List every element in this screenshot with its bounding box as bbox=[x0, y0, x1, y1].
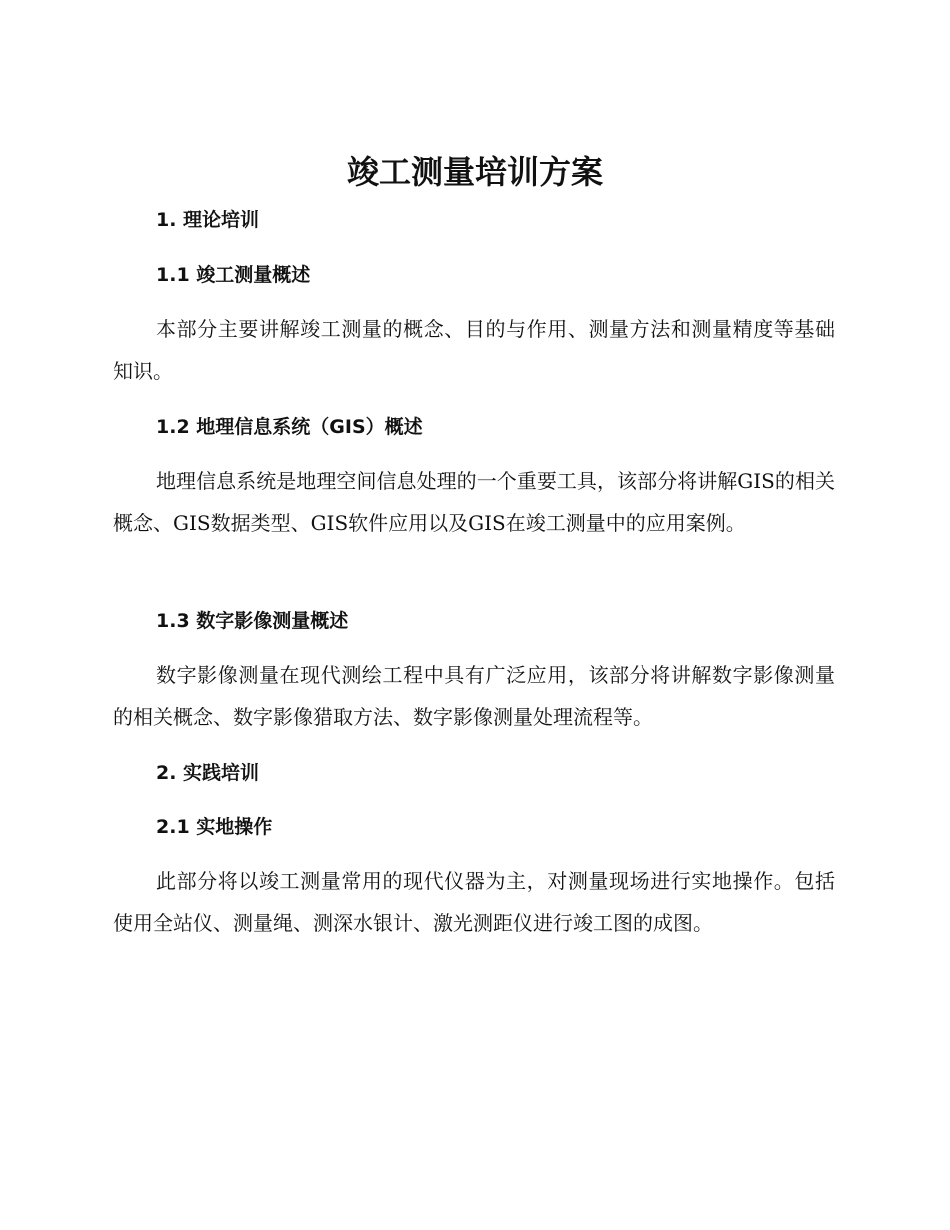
section-heading-2-1: 2.1 实地操作 bbox=[156, 816, 273, 838]
section-paragraph-2-1: 此部分将以竣工测量常用的现代仪器为主，对测量现场进行实地操作。包括使用全站仪、测量绳、测深水银计、激光测距仪进行竣工图的成图。 bbox=[113, 869, 835, 935]
section-heading-1-1: 1.1 竣工测量概述 bbox=[156, 264, 311, 286]
section-heading-1: 1. 理论培训 bbox=[156, 209, 260, 231]
section-heading-2: 2. 实践培训 bbox=[156, 762, 260, 784]
section-paragraph-1-1: 本部分主要讲解竣工测量的概念、目的与作用、测量方法和测量精度等基础知识。 bbox=[113, 317, 835, 383]
document-title: 竣工测量培训方案 bbox=[346, 153, 603, 191]
section-paragraph-1-2: 地理信息系统是地理空间信息处理的一个重要工具，该部分将讲解GIS的相关概念、GIS数据类型、GIS软件应用以及GIS在竣工测量中的应用案例。 bbox=[113, 469, 835, 535]
section-heading-1-3: 1.3 数字影像测量概述 bbox=[156, 610, 349, 632]
section-heading-1-2: 1.2 地理信息系统（GIS）概述 bbox=[156, 416, 423, 438]
section-paragraph-1-3: 数字影像测量在现代测绘工程中具有广泛应用，该部分将讲解数字影像测量的相关概念、数字影像猎取方法、数字影像测量处理流程等。 bbox=[113, 663, 835, 729]
